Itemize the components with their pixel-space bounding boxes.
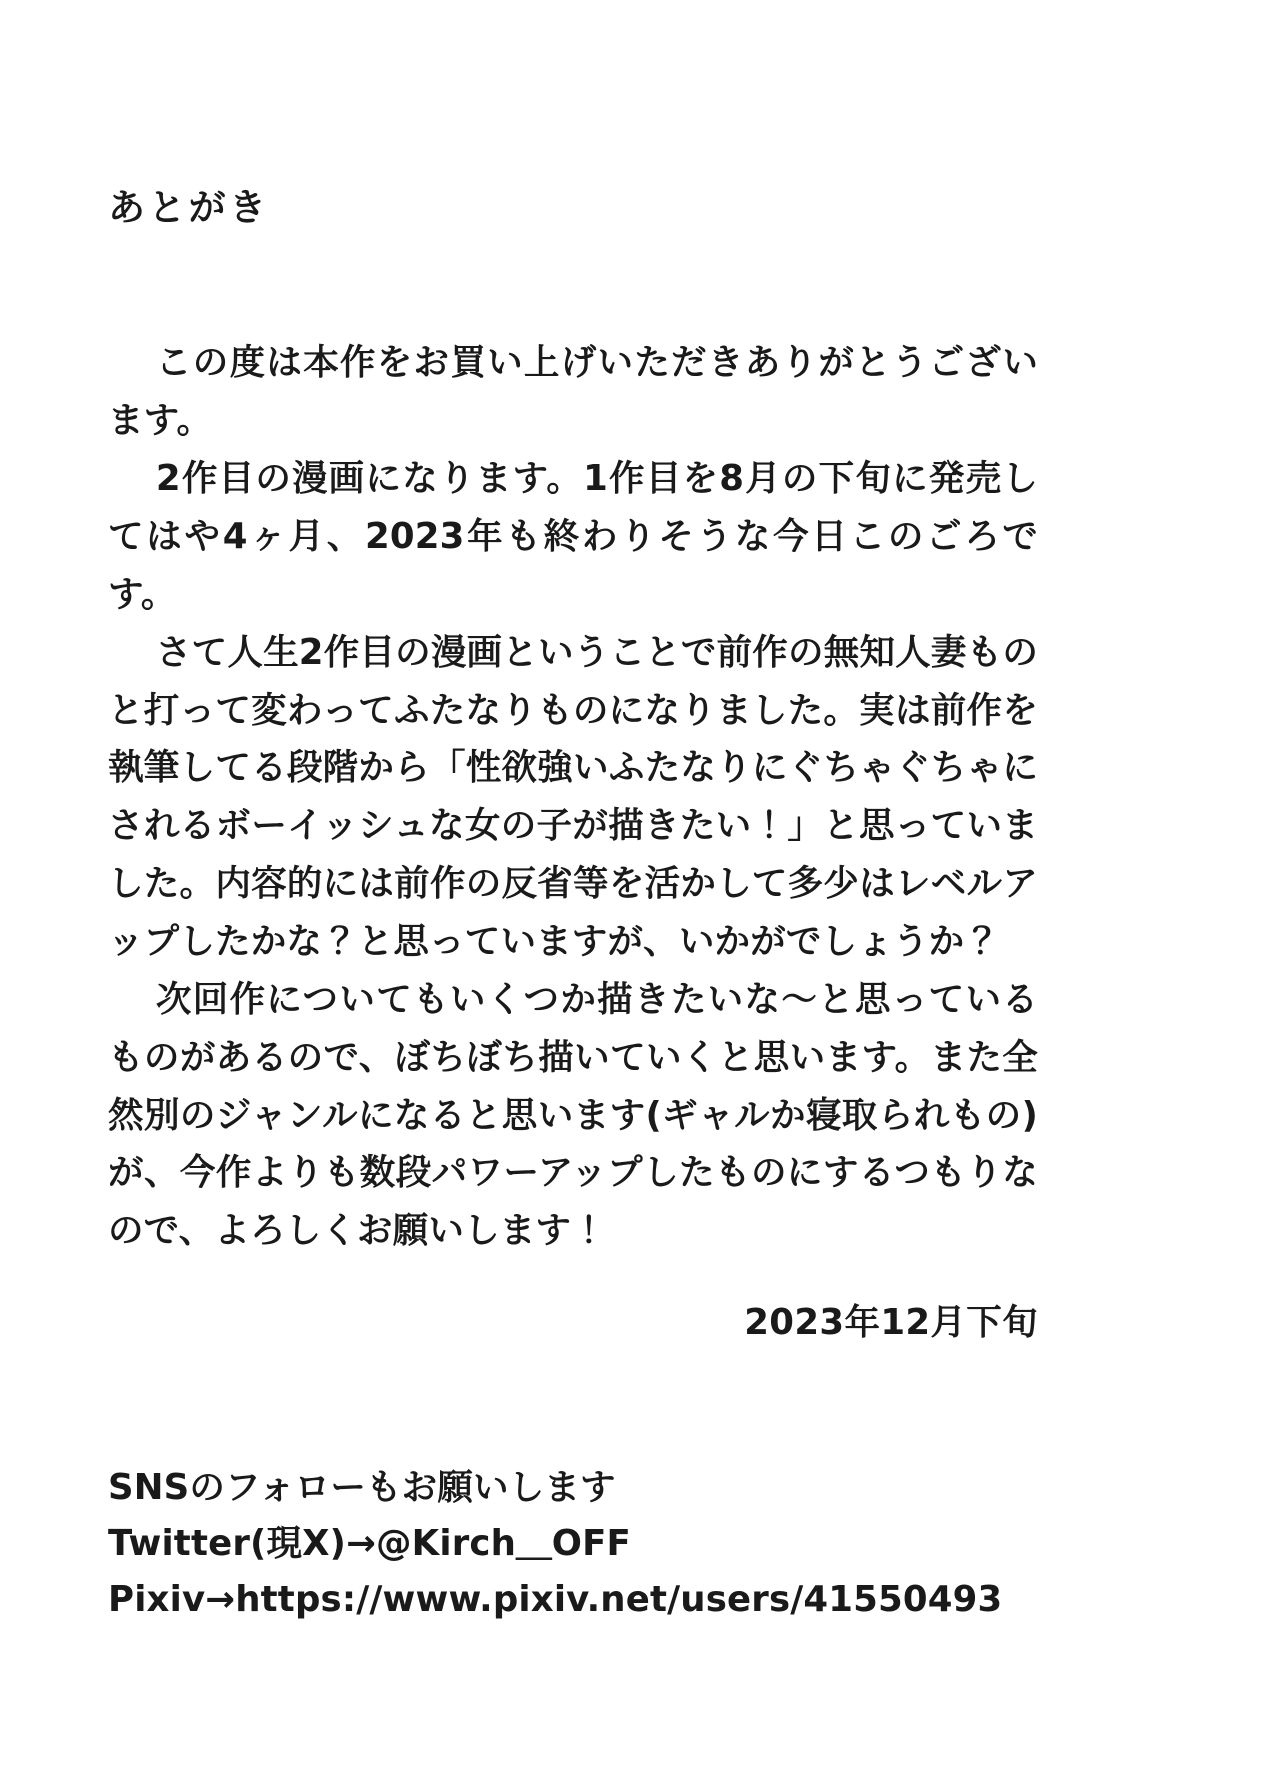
paragraph-3: さて人生2作目の漫画ということで前作の無知人妻ものと打って変わってふたなりものになりました。実は前作を執筆してる段階から「性欲強いふたなりにぐちゃぐちゃにされるボーイッシュな女の子が描きたい！」と思っていました。内容的には前作の反省等を活かして多少はレベルアップしたかな？と思っていますが、いかがでしょうか？ bbox=[108, 631, 1038, 962]
sns-heading: SNSのフォローもお願いします bbox=[108, 1467, 616, 1508]
signature-date: 2023年12月下旬 bbox=[744, 1302, 1038, 1344]
sns-pixiv-link[interactable]: Pixiv→https://www.pixiv.net/users/41550493 bbox=[108, 1579, 1003, 1621]
sns-block bbox=[108, 1460, 1168, 1628]
page-title: あとがき bbox=[108, 186, 270, 229]
afterword-body bbox=[108, 334, 1038, 1260]
sns-twitter-handle[interactable]: Twitter(現X)→@Kirch＿OFF bbox=[108, 1523, 631, 1565]
page-content bbox=[108, 186, 1168, 1628]
paragraph-2: 2作目の漫画になります。1作目を8月の下旬に発売してはや4ヶ月、2023年も終わりそうな今日このごろです。 bbox=[108, 458, 1038, 615]
paragraph-1: この度は本作をお買い上げいただきありがとうございます。 bbox=[108, 342, 1038, 442]
paragraph-4: 次回作についてもいくつか描きたいな〜と思っているものがあるので、ぼちぼち描いていくと思います。また全然別のジャンルになると思います(ギャルか寝取られもの)が、今作よりも数段パワーアップしたものにするつもりなので、よろしくお願いします！ bbox=[108, 978, 1038, 1252]
